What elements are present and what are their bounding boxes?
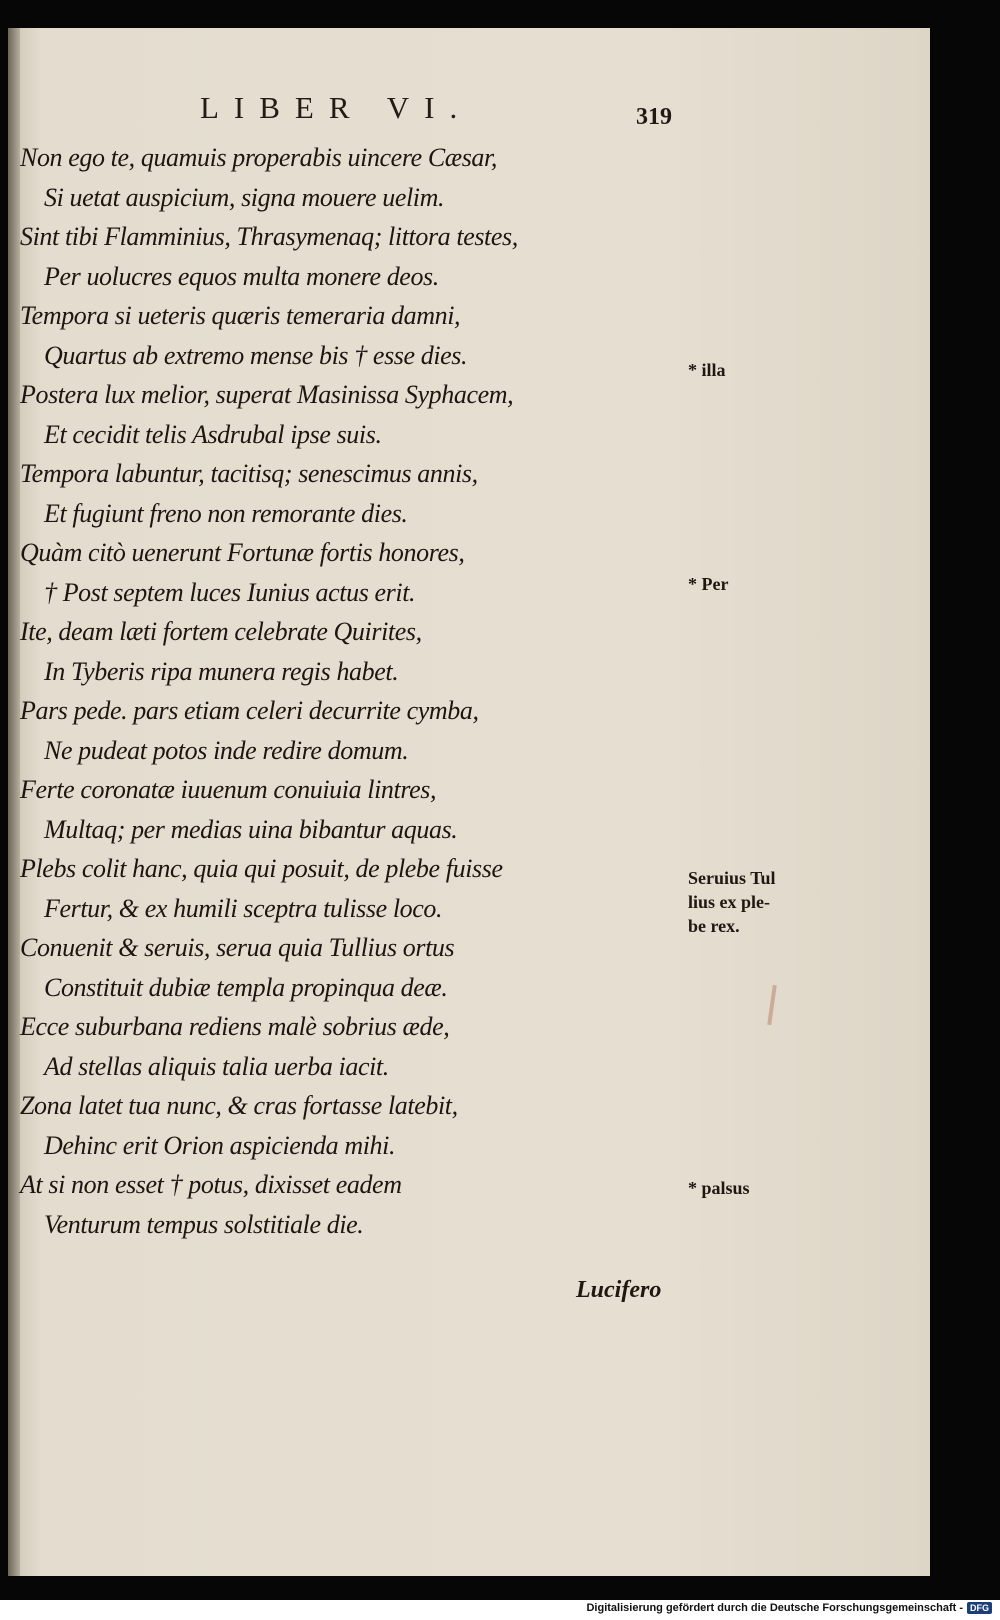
verse-line: Ferte coronatæ iuuenum conuiuia lintres, [20, 775, 437, 804]
verse-line: Tempora si ueteris quæris temeraria damni, [20, 301, 461, 330]
verse-line: Plebs colit hanc, quia qui posuit, de plebe fuisse [20, 854, 503, 883]
marginal-note-palsus: * palsus [688, 1178, 750, 1198]
gutter-shadow [8, 28, 20, 1576]
verse-text [20, 138, 620, 1244]
verse-line: Quàm citò uenerunt Fortunæ fortis honores, [20, 538, 465, 567]
verse-line: Non ego te, quamuis properabis uincere Cæsar, [20, 143, 497, 172]
verse-line: Si uetat auspicium, signa mouere uelim. [44, 182, 445, 212]
verse-line: At si non esset † potus, dixisset eadem [20, 1170, 402, 1199]
marginal-note-line: Seruius Tul [688, 868, 776, 888]
marginal-note-servius [688, 866, 776, 938]
marginal-note-line: be rex. [688, 916, 740, 936]
verse-line: † Post septem luces Iunius actus erit. [44, 577, 416, 607]
verse-line: Per uolucres equos multa monere deos. [44, 261, 439, 291]
verse-line: Dehinc erit Orion aspicienda mihi. [44, 1130, 396, 1160]
verse-line: Pars pede. pars etiam celeri decurrite cymba, [20, 696, 479, 725]
verse-line: Zona latet tua nunc, & cras fortasse latebit, [20, 1091, 458, 1120]
verse-line: In Tyberis ripa munera regis habet. [44, 656, 399, 686]
verse-line: Conuenit & seruis, serua quia Tullius ortus [20, 933, 455, 962]
dfg-logo-icon: DFG [967, 1602, 992, 1614]
verse-line: Et fugiunt freno non remorante dies. [44, 498, 408, 528]
verse-line: Quartus ab extremo mense bis † esse dies. [44, 340, 468, 370]
verse-line: Constituit dubiæ templa propinqua deæ. [44, 972, 448, 1002]
marginal-note-per: * Per [688, 574, 729, 594]
verse-line: Ecce suburbana rediens malè sobrius æde, [20, 1012, 450, 1041]
verse-line: Tempora labuntur, tacitisq; senescimus annis, [20, 459, 478, 488]
verse-line: Multaq; per medias uina bibantur aquas. [44, 814, 458, 844]
digitization-credit [586, 1602, 992, 1614]
verse-line: Venturum tempus solstitiale die. [44, 1209, 364, 1239]
page-number: 319 [636, 104, 672, 130]
verse-line: Ad stellas aliquis talia uerba iacit. [44, 1051, 389, 1081]
credit-text: Digitalisierung gefördert durch die Deutsche Forschungsgemeinschaft - [586, 1602, 963, 1614]
verse-line: Postera lux melior, superat Masinissa Syphacem, [20, 380, 514, 409]
verse-line: Fertur, & ex humili sceptra tulisse loco. [44, 893, 443, 923]
verse-line: Ite, deam læti fortem celebrate Quirites, [20, 617, 422, 646]
marginal-note-line: lius ex ple- [688, 892, 771, 912]
verse-line: Sint tibi Flamminius, Thrasymenaq; littora testes, [20, 222, 518, 251]
catchword: Lucifero [576, 1277, 662, 1303]
marginal-note-illa: * illa [688, 360, 726, 380]
verse-line: Et cecidit telis Asdrubal ipse suis. [44, 419, 382, 449]
verse-line: Ne pudeat potos inde redire domum. [44, 735, 409, 765]
running-head: LIBER VI. [200, 90, 473, 125]
